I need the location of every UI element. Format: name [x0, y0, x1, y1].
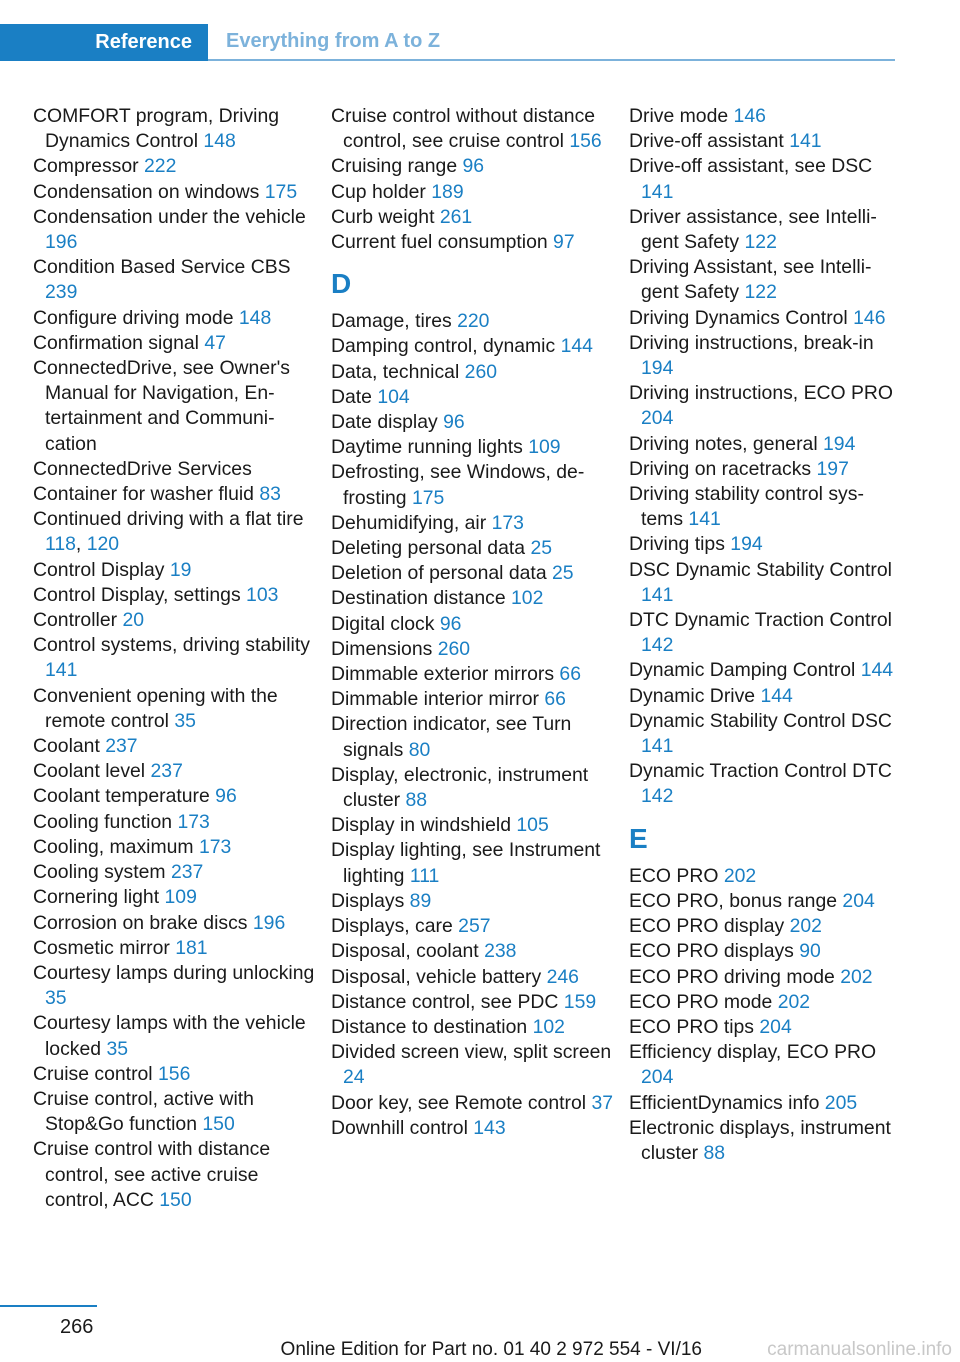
- index-term: ECO PRO tips: [629, 1015, 754, 1038]
- page-reference-link[interactable]: 144: [560, 335, 593, 358]
- section-tab: Reference: [0, 24, 208, 61]
- page-reference-link[interactable]: 88: [703, 1141, 726, 1164]
- index-term: COMFORT program, Driving Dynamics Control: [33, 105, 280, 153]
- index-entry: [629, 759, 894, 809]
- page-reference-link[interactable]: 118: [45, 533, 76, 556]
- page-reference-link[interactable]: 37: [591, 1091, 614, 1114]
- index-term: Control systems, driving stability: [33, 634, 310, 657]
- page-reference-link[interactable]: 24: [343, 1066, 365, 1089]
- index-entry: [33, 784, 318, 809]
- page-reference-link[interactable]: 80: [408, 738, 431, 761]
- index-term: Coolant temperature: [33, 785, 210, 808]
- index-term: Driving instructions, break-in: [629, 331, 874, 354]
- index-term: Driving notes, general: [629, 432, 818, 455]
- index-entry: [331, 410, 616, 435]
- index-entry: [629, 990, 894, 1015]
- page-reference-link[interactable]: 122: [744, 231, 777, 254]
- index-entry: [629, 914, 894, 939]
- index-entry: [33, 810, 318, 835]
- page-reference-link[interactable]: 96: [462, 155, 485, 178]
- index-entry: [33, 306, 318, 331]
- page-reference-link[interactable]: 204: [641, 1066, 674, 1089]
- index-entry: [33, 583, 318, 608]
- index-entry: [629, 306, 894, 331]
- index-term: Cruise control without distance control, see cruise control: [331, 105, 596, 153]
- page-reference-link[interactable]: 175: [411, 486, 445, 509]
- index-term: Driving instructions, ECO PRO: [629, 382, 893, 405]
- index-entry: [629, 381, 894, 431]
- index-entry: [33, 936, 318, 961]
- index-term: Driving Dynamics Control: [629, 306, 848, 329]
- index-entry: [33, 633, 318, 683]
- page-reference-link[interactable]: 102: [532, 1015, 565, 1038]
- page-reference-link[interactable]: 83: [259, 483, 281, 506]
- page-header: [0, 24, 895, 61]
- index-column-2: [331, 104, 616, 1141]
- page-reference-link[interactable]: 141: [641, 583, 674, 606]
- page-reference-link[interactable]: 109: [528, 436, 561, 459]
- index-entry: [331, 561, 616, 586]
- index-entry: [629, 864, 894, 889]
- page-reference-link[interactable]: 141: [641, 735, 674, 758]
- index-term: Controller: [33, 609, 118, 632]
- index-entry: [331, 205, 616, 230]
- index-entry: [331, 939, 616, 964]
- index-entry: [629, 532, 894, 557]
- index-term: Confirmation signal: [33, 331, 199, 354]
- index-entry: [33, 1137, 318, 1213]
- index-entry: [331, 662, 616, 687]
- page-reference-link[interactable]: 205: [824, 1091, 858, 1114]
- index-term: Convenient opening with the remote control: [33, 684, 278, 732]
- index-entry: [33, 835, 318, 860]
- index-term: Cornering light: [33, 886, 160, 909]
- page-reference-link[interactable]: 141: [688, 508, 721, 531]
- index-term: Digital clock: [331, 612, 435, 635]
- index-entry: [33, 154, 318, 179]
- index-entry: [331, 637, 616, 662]
- index-term: Divided screen view, split screen: [331, 1041, 612, 1064]
- index-entry: [331, 154, 616, 179]
- page-reference-link[interactable]: 156: [569, 130, 602, 153]
- index-entry: [629, 684, 894, 709]
- page-reference-link[interactable]: 237: [170, 861, 204, 884]
- index-term: Downhill control: [331, 1116, 468, 1139]
- index-term: Condensation under the vehicle: [33, 205, 306, 228]
- index-entry: [629, 205, 894, 255]
- index-term: Driver assistance, see Intelligent Safety: [629, 205, 877, 254]
- index-entry: [629, 154, 894, 204]
- page-reference-link[interactable]: 103: [246, 583, 279, 606]
- page-reference-link[interactable]: 142: [641, 634, 674, 657]
- page-reference-link[interactable]: 148: [203, 130, 236, 153]
- footer-rule: [0, 1305, 97, 1307]
- index-term: Coolant level: [33, 760, 146, 783]
- page-reference-link[interactable]: 141: [641, 180, 674, 203]
- page-reference-link[interactable]: 257: [458, 915, 491, 938]
- index-term: Coolant: [33, 735, 100, 758]
- index-entry: Continued driving with a flat tire 118, 120: [33, 508, 304, 556]
- index-entry: [331, 612, 616, 637]
- page-reference-link[interactable]: 173: [177, 810, 210, 833]
- index-term: Cruising range: [331, 155, 458, 178]
- page-reference-link[interactable]: 202: [840, 965, 873, 988]
- index-term: Defrosting, see Windows, defrosting: [331, 461, 585, 509]
- page-reference-link[interactable]: 261: [439, 205, 473, 228]
- page-reference-link[interactable]: 35: [174, 709, 196, 732]
- index-term: Driving Assistant, see Intelligent Safety: [629, 256, 872, 304]
- index-entry: [33, 482, 318, 507]
- index-entry: [33, 558, 318, 583]
- index-entry: [331, 1116, 616, 1141]
- index-term: Dynamic Damping Control: [629, 659, 856, 682]
- page-reference-link[interactable]: 144: [760, 684, 793, 707]
- page-reference-link[interactable]: 142: [641, 785, 674, 808]
- index-entry: [331, 511, 616, 536]
- index-entry: [629, 658, 894, 683]
- index-entry: [331, 104, 616, 154]
- page-reference-link[interactable]: 146: [733, 105, 766, 127]
- page-reference-link[interactable]: 25: [552, 562, 574, 585]
- index-term: DSC Dynamic Stability Control: [629, 558, 892, 581]
- index-entry: [331, 712, 616, 762]
- index-term: Deleting personal data: [331, 537, 526, 560]
- index-entry: [331, 889, 616, 914]
- page-reference-link[interactable]: 20: [122, 609, 145, 632]
- index-term: Cooling function: [33, 810, 173, 833]
- index-term: Electronic displays, instrument cluster: [629, 1116, 891, 1164]
- page-reference-link[interactable]: 260: [437, 637, 471, 660]
- index-term: Dimmable exterior mirrors: [331, 663, 555, 686]
- page-reference-link[interactable]: 204: [641, 407, 674, 430]
- index-entry: [331, 230, 616, 255]
- index-entry: [33, 608, 318, 633]
- index-term: Date display: [331, 411, 438, 434]
- index-term: Direction indicator, see Turn signals: [331, 713, 572, 761]
- index-term: Configure driving mode: [33, 306, 234, 329]
- index-entry: [331, 965, 616, 990]
- index-entry: [629, 889, 894, 914]
- index-entry: [33, 1087, 318, 1137]
- index-entry: [33, 180, 318, 205]
- index-term: Display, electronic, instrument cluster: [331, 763, 589, 812]
- page-reference-link[interactable]: 194: [641, 357, 674, 380]
- page-reference-link[interactable]: 122: [744, 281, 777, 304]
- page-reference-link[interactable]: 150: [202, 1113, 235, 1136]
- index-term: Continued driving with a flat tire: [33, 508, 304, 531]
- index-entry: [33, 734, 318, 759]
- index-term: Compressor: [33, 155, 139, 178]
- index-term: Dynamic Traction Control DTC: [629, 760, 892, 783]
- page-reference-link[interactable]: 89: [409, 889, 432, 912]
- index-entry: [629, 104, 894, 129]
- index-entry: [33, 205, 318, 255]
- index-term: Efficiency display, ECO PRO: [629, 1041, 877, 1064]
- index-term: Destination distance: [331, 587, 506, 610]
- index-term: Dimmable interior mirror: [331, 688, 539, 711]
- index-term: Container for washer fluid: [33, 483, 254, 506]
- index-column-1: [33, 104, 318, 1213]
- page-reference-link[interactable]: 173: [491, 511, 524, 534]
- index-term: Condition Based Service CBS: [33, 256, 291, 279]
- page-reference-link[interactable]: 202: [777, 990, 811, 1013]
- index-term: ECO PRO displays: [629, 940, 794, 963]
- index-term: DTC Dynamic Traction Control: [629, 609, 892, 632]
- page-reference-link[interactable]: 19: [169, 558, 192, 581]
- page-reference-link[interactable]: 175: [264, 180, 298, 203]
- edition-note: Online Edition for Part no. 01 40 2 972 554 - VI/16: [280, 1339, 702, 1360]
- index-entry: [629, 709, 894, 759]
- page-reference-link[interactable]: 222: [144, 155, 177, 178]
- page-reference-link[interactable]: 143: [473, 1116, 506, 1139]
- index-term: Distance to destination: [331, 1015, 528, 1038]
- index-term: ConnectedDrive, see Owner's Manual for Navigation, Entertainment and Communication: [33, 357, 290, 455]
- index-term: Data, technical: [331, 360, 460, 383]
- page-reference-link[interactable]: 144: [860, 659, 894, 682]
- index-entry: [331, 435, 616, 460]
- index-entry: [629, 1091, 894, 1116]
- page-reference-link[interactable]: 35: [106, 1037, 129, 1060]
- index-entry: [331, 763, 616, 813]
- index-entry: [629, 432, 894, 457]
- index-term: Drive-off assistant: [629, 130, 784, 153]
- index-term: Dynamic Stability Control DSC: [629, 709, 892, 732]
- index-entry: [33, 356, 318, 457]
- index-term: Dynamic Drive: [629, 684, 756, 707]
- index-term: Dehumidifying, air: [331, 511, 487, 534]
- index-term: Condensation on windows: [33, 180, 260, 203]
- index-term: ECO PRO driving mode: [629, 965, 835, 988]
- index-entry: [331, 1091, 616, 1116]
- page-reference-link[interactable]: 238: [484, 940, 517, 963]
- index-term: Displays, care: [331, 915, 453, 938]
- index-entry: [33, 457, 318, 482]
- index-term: ECO PRO display: [629, 915, 785, 938]
- index-term: ECO PRO: [629, 864, 719, 887]
- index-entry: [629, 1116, 894, 1166]
- chapter-title: Everything from A to Z: [208, 24, 895, 61]
- index-entry: [331, 334, 616, 359]
- page-reference-link[interactable]: 141: [789, 130, 822, 153]
- index-entry: [331, 309, 616, 334]
- index-term: Courtesy lamps during unlocking: [33, 961, 315, 984]
- index-entry: [331, 180, 616, 205]
- index-term: Courtesy lamps with the vehicle locked: [33, 1012, 306, 1060]
- index-term: Display lighting, see Instrument lighting: [331, 839, 601, 887]
- page-reference-link[interactable]: 96: [443, 411, 465, 434]
- index-entry: [331, 586, 616, 611]
- index-entry: [331, 990, 616, 1015]
- index-term: Cooling system: [33, 861, 166, 884]
- index-term: Distance control, see PDC: [331, 990, 559, 1013]
- index-term: Date: [331, 385, 372, 408]
- page-reference-link[interactable]: 105: [516, 814, 549, 837]
- page-reference-link[interactable]: 196: [252, 911, 286, 934]
- index-term: Current fuel consumption: [331, 231, 548, 254]
- index-entry: [629, 558, 894, 608]
- index-term: Damping control, dynamic: [331, 335, 556, 358]
- index-entry: [331, 385, 616, 410]
- page-reference-link[interactable]: 102: [511, 587, 544, 610]
- index-term: Dimensions: [331, 637, 433, 660]
- index-term: Cooling, maximum: [33, 835, 194, 858]
- page-reference-link[interactable]: 150: [159, 1188, 192, 1211]
- index-term: Deletion of personal data: [331, 562, 547, 585]
- page-reference-link[interactable]: 141: [45, 659, 78, 682]
- index-entry: [33, 860, 318, 885]
- index-term: Drive-off assistant, see DSC: [629, 155, 873, 178]
- index-entry: [331, 536, 616, 561]
- index-term: Control Display: [33, 558, 165, 581]
- page-reference-link[interactable]: 220: [457, 310, 490, 333]
- page-reference-link[interactable]: 194: [823, 432, 856, 455]
- index-entry: [33, 684, 318, 734]
- index-entry: [33, 1011, 318, 1061]
- index-entry: [331, 838, 616, 888]
- page-reference-link[interactable]: 109: [164, 886, 197, 909]
- index-term: Damage, tires: [331, 310, 452, 333]
- index-term: Driving on racetracks: [629, 457, 812, 480]
- index-entry: [629, 939, 894, 964]
- index-term: Cosmetic mirror: [33, 936, 170, 959]
- index-term: Drive mode: [629, 105, 729, 127]
- page-reference-link[interactable]: 246: [546, 965, 579, 988]
- index-column-3: [629, 104, 894, 1166]
- watermark: carmanualsonline.info: [767, 1339, 952, 1360]
- page-reference-link[interactable]: 111: [409, 864, 440, 887]
- index-term: Cruise control with distance control, see active cruise control, ACC: [33, 1138, 271, 1211]
- page-reference-link[interactable]: 25: [530, 537, 553, 560]
- page-reference-link[interactable]: 181: [175, 936, 208, 959]
- page-reference-link[interactable]: 204: [759, 1015, 792, 1038]
- index-entry: [629, 965, 894, 990]
- index-term: Disposal, vehicle battery: [331, 965, 542, 988]
- index-entry: [331, 360, 616, 385]
- page-reference-link[interactable]: 202: [789, 915, 822, 938]
- page-reference-link[interactable]: 237: [150, 760, 183, 783]
- index-term: ConnectedDrive Services: [33, 457, 252, 480]
- page-reference-link[interactable]: 173: [198, 835, 232, 858]
- index-letter-heading: D: [331, 268, 352, 300]
- index-term: Disposal, coolant: [331, 940, 479, 963]
- index-term: Corrosion on brake discs: [33, 911, 248, 934]
- index-term: Door key, see Remote control: [331, 1091, 587, 1114]
- index-term: Control Display, settings: [33, 583, 241, 606]
- page-reference-link[interactable]: 96: [215, 785, 237, 808]
- index-term: Daytime running lights: [331, 436, 523, 459]
- index-entry: [331, 914, 616, 939]
- page-reference-link[interactable]: 196: [45, 231, 78, 254]
- page-reference-link[interactable]: 90: [799, 940, 821, 963]
- page-reference-link[interactable]: 189: [431, 180, 464, 203]
- page-reference-link[interactable]: 148: [238, 306, 272, 329]
- page-reference-link[interactable]: 120: [86, 533, 120, 556]
- index-entry: [33, 759, 318, 784]
- index-entry: [33, 331, 318, 356]
- index-entry: [331, 460, 616, 510]
- index-entry: [331, 1040, 616, 1090]
- index-term: Display in windshield: [331, 814, 511, 837]
- index-entry: [331, 687, 616, 712]
- page-reference-link[interactable]: 97: [553, 231, 575, 254]
- index-entry: [331, 1015, 616, 1040]
- page-reference-link[interactable]: 197: [816, 457, 849, 480]
- page-reference-link[interactable]: 204: [842, 889, 875, 912]
- index-entry: [629, 608, 894, 658]
- index-entry: [629, 129, 894, 154]
- index-entry: [33, 885, 318, 910]
- page-reference-link[interactable]: 239: [45, 281, 78, 304]
- page-reference-link[interactable]: 159: [563, 990, 597, 1013]
- page-reference-link[interactable]: 66: [559, 663, 581, 686]
- index-term: EfficientDynamics info: [629, 1091, 820, 1114]
- page-reference-link[interactable]: 104: [377, 385, 410, 408]
- index-term: Driving stability control systems: [629, 483, 864, 531]
- page-reference-link[interactable]: 35: [45, 987, 67, 1010]
- page-reference-link[interactable]: 260: [464, 360, 498, 383]
- index-term: ECO PRO mode: [629, 990, 773, 1013]
- page-number: 266: [60, 1316, 94, 1338]
- index-entry: [33, 1062, 318, 1087]
- index-entry: [629, 255, 894, 305]
- index-term: Displays: [331, 889, 405, 912]
- index-term: ECO PRO, bonus range: [629, 889, 838, 912]
- index-entry: [33, 104, 318, 154]
- page-reference-link[interactable]: 96: [439, 612, 462, 635]
- index-term: Cruise control, active with Stop&Go function: [33, 1087, 254, 1136]
- index-entry: [33, 911, 318, 936]
- index-term: Curb weight: [331, 205, 435, 228]
- page-reference-link[interactable]: 88: [405, 789, 428, 812]
- page-reference-link[interactable]: 47: [204, 331, 226, 354]
- index-entry: [331, 813, 616, 838]
- page-reference-link[interactable]: 156: [158, 1062, 191, 1085]
- page-reference-link[interactable]: 194: [730, 533, 763, 556]
- index-term: Driving tips: [629, 533, 725, 556]
- index-entry: [33, 255, 318, 305]
- page-reference-link[interactable]: 237: [105, 735, 138, 758]
- index-entry: [629, 331, 894, 381]
- index-letter-heading: E: [629, 822, 648, 854]
- index-entry: [629, 1015, 894, 1040]
- index-term: Cruise control: [33, 1062, 153, 1085]
- page-reference-link[interactable]: 202: [723, 864, 757, 887]
- index-term: Cup holder: [331, 180, 426, 203]
- index-entry: [629, 482, 894, 532]
- index-entry: [629, 1040, 894, 1090]
- page-reference-link[interactable]: 66: [544, 688, 566, 711]
- index-entry: [629, 457, 894, 482]
- index-entry: [33, 961, 318, 1011]
- page-reference-link[interactable]: 146: [853, 306, 886, 329]
